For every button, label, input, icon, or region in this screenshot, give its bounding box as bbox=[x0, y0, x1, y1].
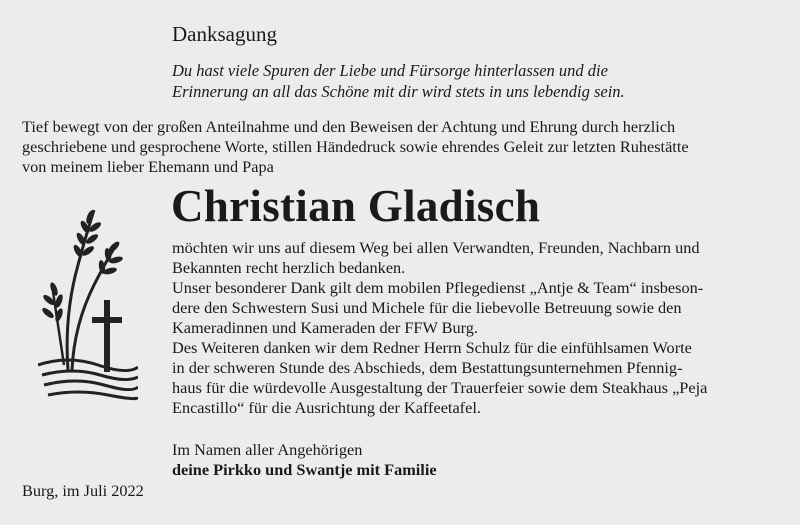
deceased-name: Christian Gladisch bbox=[171, 181, 541, 231]
body-line: Des Weiteren danken wir dem Redner Herrn Schulz für die einfühlsamen Worte bbox=[172, 338, 692, 357]
intro-line: Tief bewegt von der großen Anteilnahme und den Beweisen der Achtung und Ehrung durch herzlich bbox=[22, 117, 676, 136]
signature-prefix: Im Namen aller Angehörigen bbox=[172, 440, 363, 459]
motto bbox=[172, 60, 625, 102]
body-line: dere den Schwestern Susi und Michele für die liebevolle Betreuung sowie den bbox=[172, 298, 682, 317]
signature-names: deine Pirkko und Swantje mit Familie bbox=[172, 460, 437, 479]
intro-line: geschriebene und gesprochene Worte, stillen Händedruck sowie ehrendes Geleit zur letzten Ruhestätte bbox=[22, 137, 689, 156]
body-line: Kameradinnen und Kameraden der FFW Burg. bbox=[172, 318, 478, 337]
place-date: Burg, im Juli 2022 bbox=[22, 481, 144, 500]
motto-line: Du hast viele Spuren der Liebe und Fürsorge hinterlassen und die bbox=[172, 61, 608, 80]
body-line: Bekannten recht herzlich bedanken. bbox=[172, 258, 406, 277]
notice-heading: Danksagung bbox=[172, 22, 277, 46]
body-line: Unser besonderer Dank gilt dem mobilen Pflegedienst „Antje & Team“ insbeson- bbox=[172, 278, 704, 297]
motto-line: Erinnerung an all das Schöne mit dir wird stets in uns lebendig sein. bbox=[172, 82, 625, 101]
body-line: haus für die würdevolle Ausgestaltung der Trauerfeier sowie dem Steakhaus „Peja bbox=[172, 378, 708, 397]
thanks-paragraph bbox=[172, 238, 778, 418]
body-line: Encastillo“ für die Ausrichtung der Kaffeetafel. bbox=[172, 398, 481, 417]
intro-paragraph bbox=[22, 117, 782, 177]
intro-line: von meinem lieber Ehemann und Papa bbox=[22, 157, 274, 176]
body-line: möchten wir uns auf diesem Weg bei allen Verwandten, Freunden, Nachbarn und bbox=[172, 238, 700, 257]
body-line: in der schweren Stunde des Abschieds, dem Bestattungsunternehmen Pfennig- bbox=[172, 358, 683, 377]
wheat-and-cross-icon bbox=[38, 205, 138, 405]
